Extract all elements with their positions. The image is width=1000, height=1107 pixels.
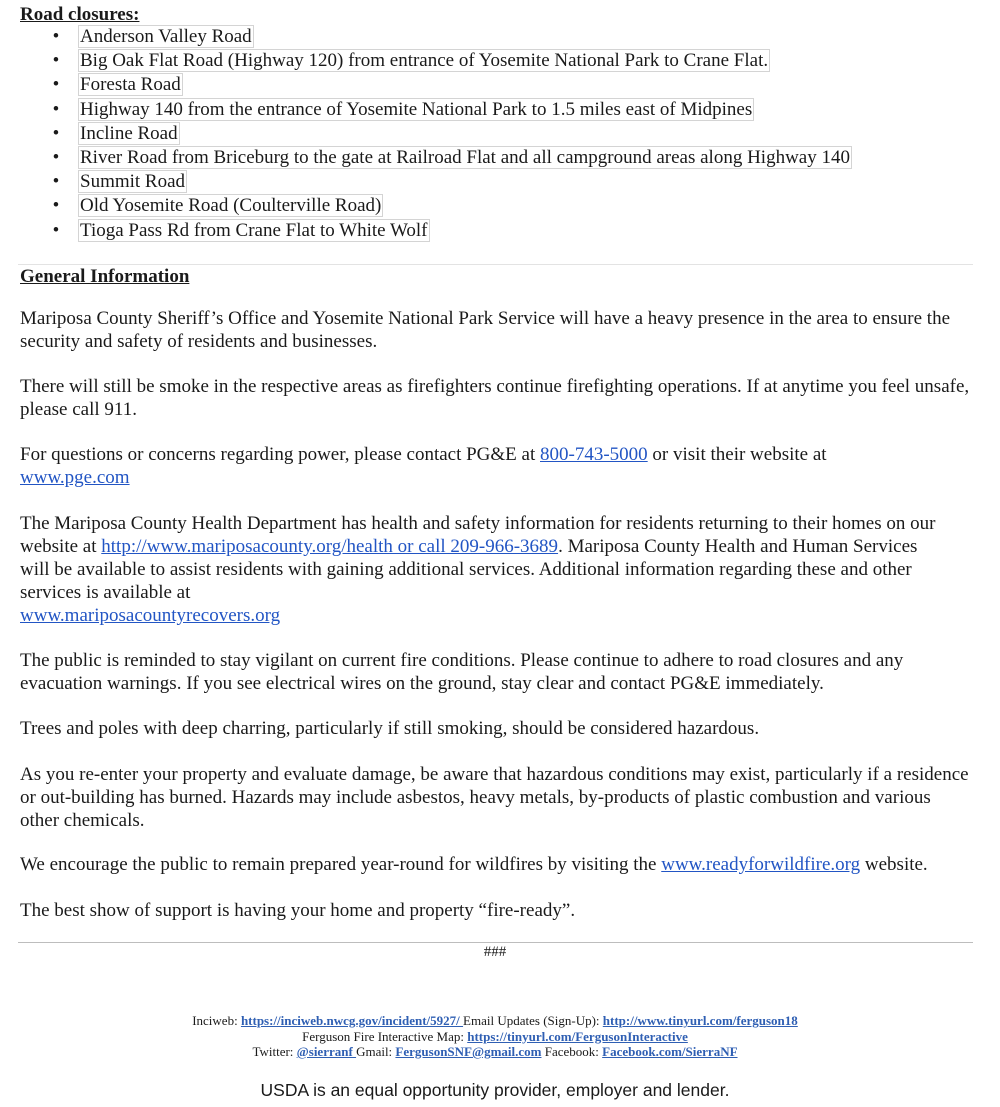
- bullet-icon: •: [52, 74, 60, 96]
- bullet-icon: •: [52, 98, 60, 120]
- footer-line-3: Twitter: @sierranf Gmail: FergusonSNF@gmail.com Facebook: Facebook.com/SierraNF: [252, 1044, 738, 1059]
- health-website-link[interactable]: http://www.mariposacounty.org/health or call 209-966-3689: [101, 536, 559, 557]
- readyforwildfire-link[interactable]: www.readyforwildfire.org: [661, 854, 861, 875]
- health-paragraph: The Mariposa County Health Department has health and safety information for residents returning to their homes on our website at http://www.mariposacounty.org/health or call 209-966-3689. Mariposa County Health and Human Services will be available to assist residents with gaining additional services. Additional information regarding these and other services is available at www.mariposacountyrecovers.org: [20, 513, 936, 626]
- list-item: • Highway 140 from the entrance of Yosemite National Park to 1.5 miles east of Midpines: [20, 98, 852, 122]
- bullet-icon: •: [52, 146, 60, 168]
- smoke-paragraph: There will still be smoke in the respective areas as firefighters continue firefighting operations. If at anytime you feel unsafe, please call 911.: [20, 376, 970, 420]
- footer-links: [0, 1013, 990, 1060]
- list-item: • Incline Road: [20, 122, 852, 146]
- pge-phone-link[interactable]: 800-743-5000: [540, 444, 648, 465]
- section-divider: [18, 264, 973, 265]
- list-item: • Foresta Road: [20, 73, 852, 97]
- inciweb-link[interactable]: https://inciweb.nwcg.gov/incident/5927/: [240, 1013, 464, 1028]
- bullet-icon: •: [52, 219, 60, 241]
- security-paragraph: Mariposa County Sheriff’s Office and Yosemite National Park Service will have a heavy presence in the area to ensure the security and safety of residents and businesses.: [20, 308, 951, 352]
- fire-ready-paragraph: The best show of support is having your home and property “fire-ready”.: [20, 900, 576, 921]
- bullet-icon: •: [52, 50, 60, 72]
- twitter-link[interactable]: @sierranf: [296, 1044, 357, 1059]
- hazard-trees-paragraph: Trees and poles with deep charring, particularly if still smoking, should be considered hazardous.: [20, 718, 760, 739]
- footer-line-1: Inciweb: https://inciweb.nwcg.gov/incident/5927/ Email Updates (Sign-Up): http://www.tinyurl.com/ferguson18: [192, 1013, 798, 1028]
- facebook-link[interactable]: Facebook.com/SierraNF: [602, 1044, 738, 1059]
- list-item: • Summit Road: [20, 170, 852, 194]
- bullet-icon: •: [52, 171, 60, 193]
- interactive-map-link[interactable]: https://tinyurl.com/FergusonInteractive: [467, 1028, 688, 1044]
- vigilance-paragraph: The public is reminded to stay vigilant on current fire conditions. Please continue to adhere to road closures and any evacuation warnings. If you see electrical wires on the ground, stay clear and contact PG&E immediately.: [20, 650, 904, 694]
- list-item: • Big Oak Flat Road (Highway 120) from entrance of Yosemite National Park to Crane Flat.: [20, 49, 852, 73]
- bullet-icon: •: [52, 122, 60, 144]
- bullet-icon: •: [52, 26, 60, 47]
- footer-divider: [18, 942, 973, 943]
- list-item: • River Road from Briceburg to the gate at Railroad Flat and all campground areas along Highway 140: [20, 146, 852, 170]
- list-item: • Tioga Pass Rd from Crane Flat to White Wolf: [20, 219, 852, 243]
- end-marker: ###: [483, 944, 507, 960]
- reentry-paragraph: As you re-enter your property and evaluate damage, be aware that hazardous conditions may exist, particularly if a residence or out-building has burned. Hazards may include asbestos, heavy metals, by-products of plastic combustion and various other chemicals.: [20, 764, 969, 831]
- recovers-website-link[interactable]: www.mariposacountyrecovers.org: [20, 605, 281, 626]
- list-item: • Anderson Valley Road: [20, 25, 852, 49]
- usda-statement: USDA is an equal opportunity provider, employer and lender.: [260, 1080, 730, 1100]
- general-information-heading: General Information: [20, 266, 190, 287]
- gmail-link[interactable]: FergusonSNF@gmail.com: [395, 1044, 542, 1059]
- email-updates-link[interactable]: http://www.tinyurl.com/ferguson18: [602, 1013, 798, 1028]
- pge-website-link[interactable]: www.pge.com: [20, 467, 130, 488]
- footer-line-2: Ferguson Fire Interactive Map: https://tinyurl.com/FergusonInteractive: [302, 1028, 688, 1044]
- power-paragraph: For questions or concerns regarding power, please contact PG&E at 800-743-5000 or visit their website at www.pge.com: [20, 444, 827, 488]
- road-closures-list: [20, 25, 852, 243]
- bullet-icon: •: [52, 195, 60, 217]
- road-closures-heading: Road closures:: [20, 4, 140, 25]
- preparedness-paragraph: We encourage the public to remain prepared year-round for wildfires by visiting the www.readyforwildfire.org website.: [20, 854, 928, 875]
- list-item: • Old Yosemite Road (Coulterville Road): [20, 194, 852, 218]
